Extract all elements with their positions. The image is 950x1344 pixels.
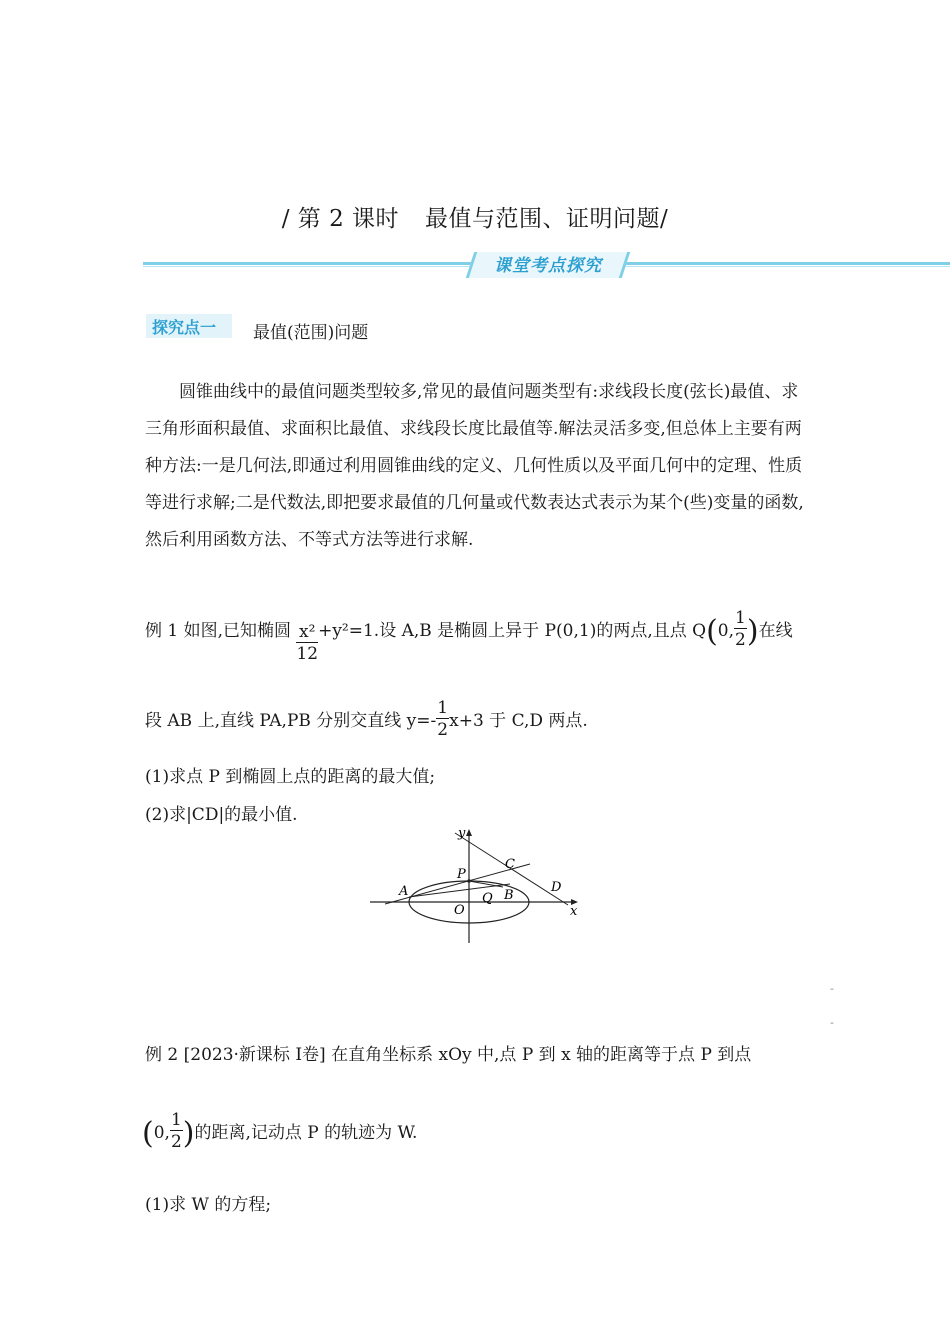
example1-question1: (1)求点 P 到椭圆上点的距离的最大值; xyxy=(145,767,436,787)
label-d: D xyxy=(551,880,562,895)
example1-lead: 例 1 如图,已知椭圆 xyxy=(145,621,292,641)
example2-question1: (1)求 W 的方程; xyxy=(145,1195,272,1215)
label-p: P xyxy=(457,867,466,882)
point-q-fraction xyxy=(734,608,747,651)
point-q-num: 1 xyxy=(735,608,746,628)
point-x: 0, xyxy=(153,1123,170,1143)
ellipse-fraction-den: 12 xyxy=(296,644,319,664)
ellipse-figure xyxy=(360,825,600,950)
label-a: A xyxy=(399,884,409,899)
y-axis-arrow xyxy=(466,829,472,836)
point-den: 2 xyxy=(170,1132,182,1152)
lesson-topic: 最值与范围、证明问题/ xyxy=(425,206,669,232)
banner-label: 课堂考点探究 xyxy=(494,256,602,276)
example1-line1: 例 1 如图,已知椭圆 $\frac{\text{x²}}{12}$ +y²=1.设 A,B 是椭圆上异于 P(0,1)的两点,且点 Q(0, $\frac{1}{2}$ )在线 xyxy=(145,608,793,664)
point-p xyxy=(467,879,471,883)
section-tag: 探究点一 xyxy=(152,318,217,337)
point-q-x: 0, xyxy=(717,621,735,641)
label-c: C xyxy=(505,857,515,872)
example1-line2 xyxy=(145,700,588,743)
label-q: Q xyxy=(482,891,493,906)
point-q-den: 2 xyxy=(735,630,746,650)
label-o: O xyxy=(454,903,465,918)
ellipse-fraction xyxy=(296,622,318,665)
example2-tail: 的距离,记动点 P 的轨迹为 W. xyxy=(194,1123,418,1143)
example1-question2: (2)求|CD|的最小值. xyxy=(145,805,298,825)
label-b: B xyxy=(504,888,514,903)
example1-line2-tail: x+3 于 C,D 两点. xyxy=(449,711,588,731)
label-y: y xyxy=(458,826,466,841)
example1-mid: +y²=1.设 A,B 是椭圆上异于 P(0,1)的两点,且点 Q xyxy=(318,621,707,641)
example2-line1: 例 2 [2023·新课标 Ⅰ卷] 在直角坐标系 xOy 中,点 P 到 x 轴的距离等于点 P 到点 xyxy=(145,1045,752,1065)
margin-mark: - xyxy=(830,982,834,995)
ellipse-fraction-num: x² xyxy=(296,622,318,643)
point-num: 1 xyxy=(170,1110,182,1130)
example1-line2-lead: 段 AB 上,直线 PA,PB 分别交直线 y=- xyxy=(145,711,437,731)
example1-tail: 在线 xyxy=(758,621,793,641)
lesson-number: / 第 2 课时 xyxy=(281,206,400,232)
line-slope-den: 2 xyxy=(437,720,449,740)
line-slope-fraction xyxy=(436,698,449,741)
intro-paragraph: 圆锥曲线中的最值问题类型较多,常见的最值问题类型有:求线段长度(弦长)最值、求三角形面积最值、求面积比最值、求线段长度比最值等.解法灵活多变,但总体上主要有两种方法:一是几何法,即通过利用圆锥曲线的定义、几何性质以及平面几何中的定理、性质等进行求解;二是代数法,即把要求最值的几何量或代数表达式表示为某个(些)变量的函数,然后利用函数方法、不等式方法等进行求解. xyxy=(145,382,804,550)
lesson-title xyxy=(0,200,950,233)
section-title: 最值(范围)问题 xyxy=(253,323,369,343)
margin-mark: - xyxy=(830,1016,834,1029)
point-fraction xyxy=(170,1110,183,1153)
label-x: x xyxy=(570,904,578,919)
example2-line2: (0, $\frac{1}{2}$ )的距离,记动点 P 的轨迹为 W. xyxy=(142,1110,418,1152)
line-slope-num: 1 xyxy=(437,698,449,718)
